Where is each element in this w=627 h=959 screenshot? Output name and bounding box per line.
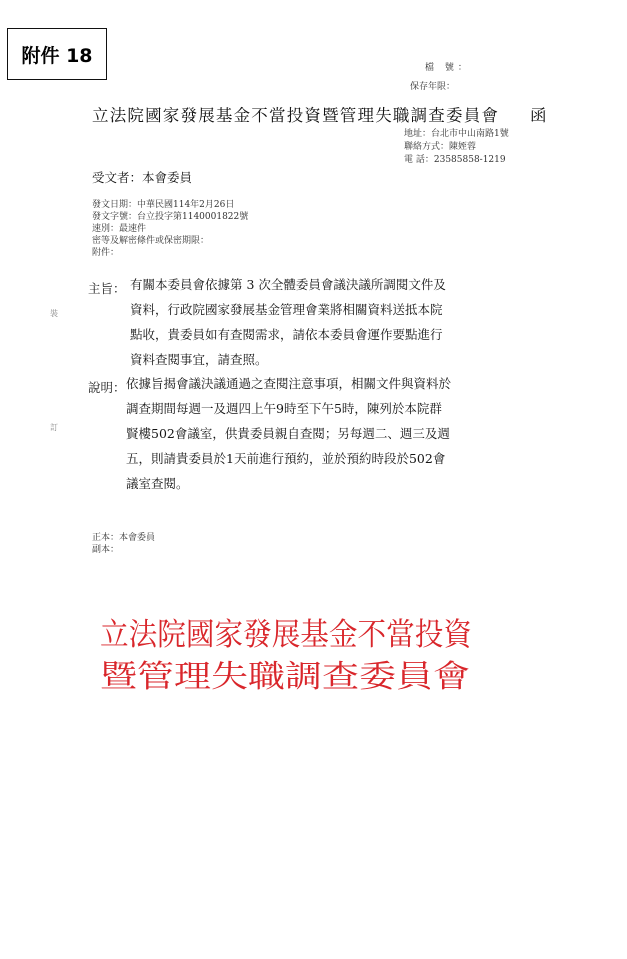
issue-date: 發文日期：中華民國114年2月26日 — [92, 200, 235, 210]
stamp-line-2: 暨管理失職調查委員會 — [100, 659, 471, 693]
description-line: 賢樓502會議室，供貴委員親自查閱；另每週二、週三及週 — [126, 426, 450, 441]
description-text — [126, 371, 451, 496]
binding-mark: 裝 — [50, 309, 58, 318]
subject-line: 資料，行政院國家發展基金管理會業將相關資料送抵本院 — [130, 302, 443, 317]
subject-line: 資料查閱事宜，請查照。 — [130, 352, 268, 367]
official-seal-stamp — [100, 613, 480, 693]
security-level: 密等及解密條件或保密期限： — [92, 236, 210, 246]
attachment-label-box — [7, 28, 107, 80]
attachments: 附件： — [92, 248, 120, 258]
document-type: 函 — [530, 106, 547, 125]
subject-line: 有關本委員會依據第 3 次全體委員會議決議所調閱文件及 — [130, 277, 446, 292]
attachment-label: 附件 18 — [21, 44, 93, 67]
subject-line: 點收，貴委員如有查閱需求，請依本委員會運作要點進行 — [130, 327, 443, 342]
document-title: 立法院國家發展基金不當投資暨管理失職調查委員會 — [92, 106, 500, 125]
description-line: 依據旨揭會議決議通過之查閱注意事項，相關文件與資料於 — [126, 376, 452, 391]
sender-contact: 聯絡方式：陳姪蓉 — [404, 142, 477, 152]
main-recipient: 正本：本會委員 — [92, 533, 156, 543]
stamp-line-1: 立法院國家發展基金不當投資 — [100, 617, 473, 653]
sender-address: 地址：台北市中山南路1號 — [404, 129, 509, 139]
seal-stamp-graphic — [100, 613, 480, 693]
description-line: 五，則請貴委員於1天前進行預約，並於預約時段於502會 — [126, 451, 446, 466]
description-line: 調查期間每週一及週四上午9時至下午5時，陳列於本院群 — [126, 401, 442, 416]
subject-text — [130, 272, 446, 372]
document-number: 發文字號：台立投字第1140001822號 — [92, 212, 249, 222]
carbon-copy: 副本： — [92, 545, 120, 555]
description-label: 說明： — [88, 380, 126, 395]
description-line: 議室查閱。 — [126, 476, 189, 491]
sender-phone: 電 話：23585858-1219 — [404, 155, 506, 165]
delivery-speed: 速別：最速件 — [92, 224, 147, 234]
file-number: 檔 號： — [425, 63, 471, 73]
retention-period: 保存年限： — [410, 82, 456, 92]
binding-mark: 訂 — [50, 423, 58, 432]
recipient: 受文者：本會委員 — [92, 170, 193, 185]
subject-label: 主旨： — [88, 281, 126, 296]
